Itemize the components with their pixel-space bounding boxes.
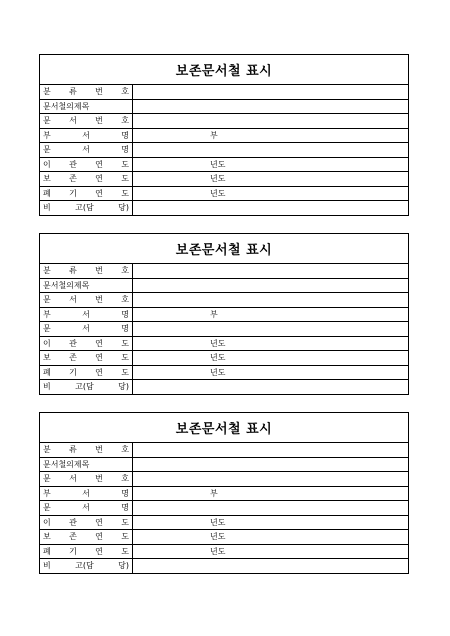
row-label: 문서철의제목 [40, 278, 133, 293]
row-value [133, 559, 409, 573]
table-row [40, 172, 408, 187]
table-row [40, 443, 408, 457]
table-row [40, 143, 408, 158]
row-label: 문 서 명 [40, 143, 133, 158]
row-label: 부 서 명 [40, 307, 133, 322]
table-row [40, 128, 408, 143]
row-value: 년도 [133, 544, 409, 559]
row-value [133, 143, 409, 158]
row-value [133, 443, 409, 457]
table-row [40, 380, 408, 394]
row-label: 비 고(담 당) [40, 201, 133, 215]
row-value [133, 472, 409, 487]
row-label: 부 서 명 [40, 128, 133, 143]
archive-label-card [39, 54, 409, 216]
row-label: 이 관 연 도 [40, 157, 133, 172]
row-label: 문서철의제목 [40, 99, 133, 114]
table-row [40, 157, 408, 172]
table-row [40, 278, 408, 293]
row-label: 비 고(담 당) [40, 380, 133, 394]
row-value [133, 264, 409, 278]
table-row [40, 559, 408, 573]
row-value: 년도 [133, 157, 409, 172]
table-row [40, 351, 408, 366]
row-label: 비 고(담 당) [40, 559, 133, 573]
archive-label-card [39, 412, 409, 574]
row-value: 년도 [133, 336, 409, 351]
row-label: 보 존 연 도 [40, 530, 133, 545]
row-label: 문 서 번 호 [40, 114, 133, 129]
row-label: 문서철의제목 [40, 457, 133, 472]
row-value [133, 457, 409, 472]
table-row [40, 114, 408, 129]
row-value: 부 [133, 307, 409, 322]
row-label: 문 서 번 호 [40, 472, 133, 487]
card-title: 보존문서철 표시 [40, 234, 408, 264]
row-label: 문 서 명 [40, 501, 133, 516]
card-title: 보존문서철 표시 [40, 413, 408, 443]
row-label: 부 서 명 [40, 486, 133, 501]
table-row [40, 85, 408, 99]
row-label: 분 류 번 호 [40, 85, 133, 99]
label-table [40, 264, 408, 394]
row-value [133, 293, 409, 308]
row-label: 폐 기 연 도 [40, 186, 133, 201]
row-value: 부 [133, 128, 409, 143]
row-value: 년도 [133, 530, 409, 545]
row-value [133, 322, 409, 337]
table-row [40, 515, 408, 530]
row-value: 부 [133, 486, 409, 501]
table-row [40, 530, 408, 545]
row-value [133, 501, 409, 516]
row-label: 문 서 명 [40, 322, 133, 337]
table-row [40, 365, 408, 380]
row-label: 이 관 연 도 [40, 515, 133, 530]
row-label: 이 관 연 도 [40, 336, 133, 351]
table-row [40, 307, 408, 322]
table-row [40, 472, 408, 487]
row-label: 보 존 연 도 [40, 351, 133, 366]
table-row [40, 336, 408, 351]
row-value [133, 114, 409, 129]
row-value [133, 201, 409, 215]
table-row [40, 293, 408, 308]
table-row [40, 99, 408, 114]
table-row [40, 264, 408, 278]
row-value [133, 99, 409, 114]
row-value [133, 278, 409, 293]
row-value: 년도 [133, 172, 409, 187]
row-value [133, 380, 409, 394]
row-label: 보 존 연 도 [40, 172, 133, 187]
label-table [40, 443, 408, 573]
row-label: 분 류 번 호 [40, 443, 133, 457]
table-row [40, 201, 408, 215]
archive-label-card [39, 233, 409, 395]
label-table [40, 85, 408, 215]
table-row [40, 322, 408, 337]
table-row [40, 544, 408, 559]
row-label: 분 류 번 호 [40, 264, 133, 278]
row-label: 문 서 번 호 [40, 293, 133, 308]
row-value: 년도 [133, 515, 409, 530]
row-value: 년도 [133, 365, 409, 380]
table-row [40, 186, 408, 201]
card-title: 보존문서철 표시 [40, 55, 408, 85]
table-row [40, 457, 408, 472]
table-row [40, 501, 408, 516]
row-value [133, 85, 409, 99]
row-value: 년도 [133, 351, 409, 366]
row-label: 폐 기 연 도 [40, 544, 133, 559]
table-row [40, 486, 408, 501]
row-label: 폐 기 연 도 [40, 365, 133, 380]
row-value: 년도 [133, 186, 409, 201]
